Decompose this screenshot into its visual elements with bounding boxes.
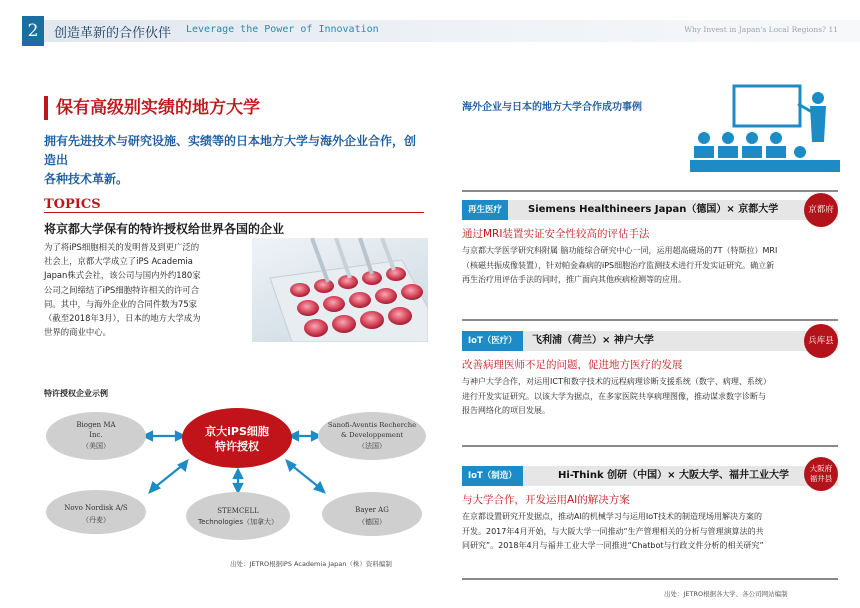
case-text-line: 同研究”。2018年4月与福井工业大学一同推进“Chatbot与行政文件分析的相关研究” [462,541,764,550]
case-divider [462,445,838,447]
case-text [462,510,838,554]
diagram-source: 出处：JETRO根据iPS Academia Japan（株）资料编制 [230,560,392,568]
diagram-label: 特许授权企业示例 [44,389,108,398]
arrow-head [287,461,295,470]
case-text-line: 进行开发实证研究。以该大学为据点，在多家医院共享病理图像，推动谋求数字诊断与 [462,391,766,401]
desk [690,160,840,172]
case-divider [462,319,838,321]
case-text-line: 再生治疗用评估手法的同时，推广面向其他疾病检测等的应用。 [462,275,686,284]
header-title: 创造革新的合作伙伴 [54,26,172,41]
node-text: Novo Nordisk A/S [64,504,128,512]
topic-body-line: 社会上，京都大学成立了iPS Academia [44,256,193,267]
center-node [182,408,292,468]
region-badge [804,324,838,358]
case-text-line: （核磁共振成像装置），针对帕金森病的iPS细胞治疗监测技术进行开发实证研究。确立新 [462,260,775,270]
topics-label: TOPICS [44,197,101,212]
presenter-head [812,92,824,104]
case-header [462,200,838,220]
case-subtitle: 与大学合作，开发运用AI的解决方案 [462,494,630,506]
region-badge [804,457,838,491]
node-text: Biogen MA [76,421,116,429]
lead-paragraph [44,132,426,189]
case-text-line: 在京都设置研究开发据点，推动AI的机械学习与运用IoT技术的制造现场用解决方案的 [462,512,762,521]
node-text: （丹麦） [82,516,110,524]
topic-body-line: 为了将iPS细胞相关的发明普及到更广泛的 [44,242,200,252]
case-text-line: 与京都大学医学研究科附属 脑功能综合研究中心一同，运用超高磁场的7T（特斯拉）MRI [462,246,778,255]
company-node-novo [46,490,146,534]
topic-heading: 将京都大学保有的特许授权给世界各国的企业 [44,222,285,236]
region-badge-text: 福井县 [809,474,833,483]
whiteboard [734,86,800,126]
lead-line: 拥有先进技术与研究设施、实绩等的日本地方大学与海外企业合作，创造出 [44,134,417,167]
case-subtitle: 改善病理医师不足的问题，促进地方医疗的发展 [462,359,683,371]
node-text: & Developpement [340,431,404,439]
node-text: STEMCELL [217,507,259,515]
region-badge [804,193,838,227]
center-line: 京大iPS细胞 [205,425,269,438]
center-line: 特许授权 [215,440,259,453]
case-name: Siemens Healthineers Japan（德国）× 京都大学 [528,204,779,215]
license-diagram [44,402,432,552]
case-subtitle: 通过MRI装置实证安全性较高的评估手法 [462,228,650,240]
topic-body-line: 世界的商业中心。 [44,327,111,338]
arrow-head [234,484,242,492]
node-text: Inc. [89,431,103,439]
case-text-line: 报告网络化的项目发展。 [462,406,550,415]
presentation-illustration [690,82,840,182]
topic-body-line: Japan株式会社，该公司与国内外约180家 [44,270,201,281]
node-text: （美国） [82,442,110,450]
region-badge-text: 兵库县 [808,336,834,346]
case-text [462,244,838,288]
case-card [462,200,838,288]
topics-divider [44,212,424,213]
lead-line: 各种技术革新。 [44,172,129,186]
node-text: Technologies（加拿大） [198,518,278,526]
case-header [462,331,838,351]
cases-title: 海外企业与日本的地方大学合作成功事例 [462,102,642,113]
license-diagram-svg [44,402,432,552]
page-header [0,16,860,46]
arrow-link [154,464,184,488]
cases-source: 出处：JETRO根据各大学、各公司网站编制 [664,590,788,598]
topic-body [44,240,240,339]
arrow-link [290,464,320,488]
case-card [462,331,838,419]
page-title: 保有高级别实绩的地方大学 [44,96,260,120]
region-badge-text: 大阪府 [809,464,833,473]
case-text-line: 开发。2017年4月开始，与大阪大学一同推动“生产管理相关的分析与管理演算法的共 [462,526,764,536]
company-node-stemcell [186,492,290,540]
case-name: Hi-Think 创研（中国）× 大阪大学、福井工业大学 [558,470,789,481]
case-tag: IoT（医疗） [462,331,523,351]
arrow-head [234,470,242,478]
multiwell-plate-photo [252,238,428,342]
case-tag: 再生医疗 [462,200,508,220]
case-divider [462,190,838,192]
case-tag: IoT（制造） [462,466,523,486]
presenter-body [810,106,826,142]
case-text [462,375,838,419]
node-text: Sanofi-Aventis Recherche [327,421,417,429]
topic-body-line: 同。其中，与海外企业的合同件数为75家 [44,298,198,309]
arrow-head [179,461,187,470]
company-node-bayer [322,492,422,536]
topic-body-line: 公司之间缔结了iPS细胞特许相关的许可合 [44,284,200,295]
node-text: Bayer AG [355,506,389,514]
case-name: 飞利浦（荷兰）× 神户大学 [532,335,654,346]
node-text: （德国） [358,518,386,526]
header-subtitle: Leverage the Power of Innovation [186,24,379,35]
well-plate-illustration [252,238,428,342]
region-badge-text: 京都府 [808,205,834,215]
case-card [462,466,838,554]
case-text-line: 与神户大学合作，对运用ICT和数字技术的远程病理诊断支援系统（数字、病理、系统） [462,377,771,386]
header-right-text: Why Invest in Japan's Local Regions? 11 [684,25,838,34]
case-divider [462,578,838,580]
topic-body-line: （截至2018年3月），日本的地方大学成为 [44,313,201,324]
section-number: 2 [22,16,44,46]
case-header [462,466,838,486]
node-text: （法国） [358,442,386,450]
